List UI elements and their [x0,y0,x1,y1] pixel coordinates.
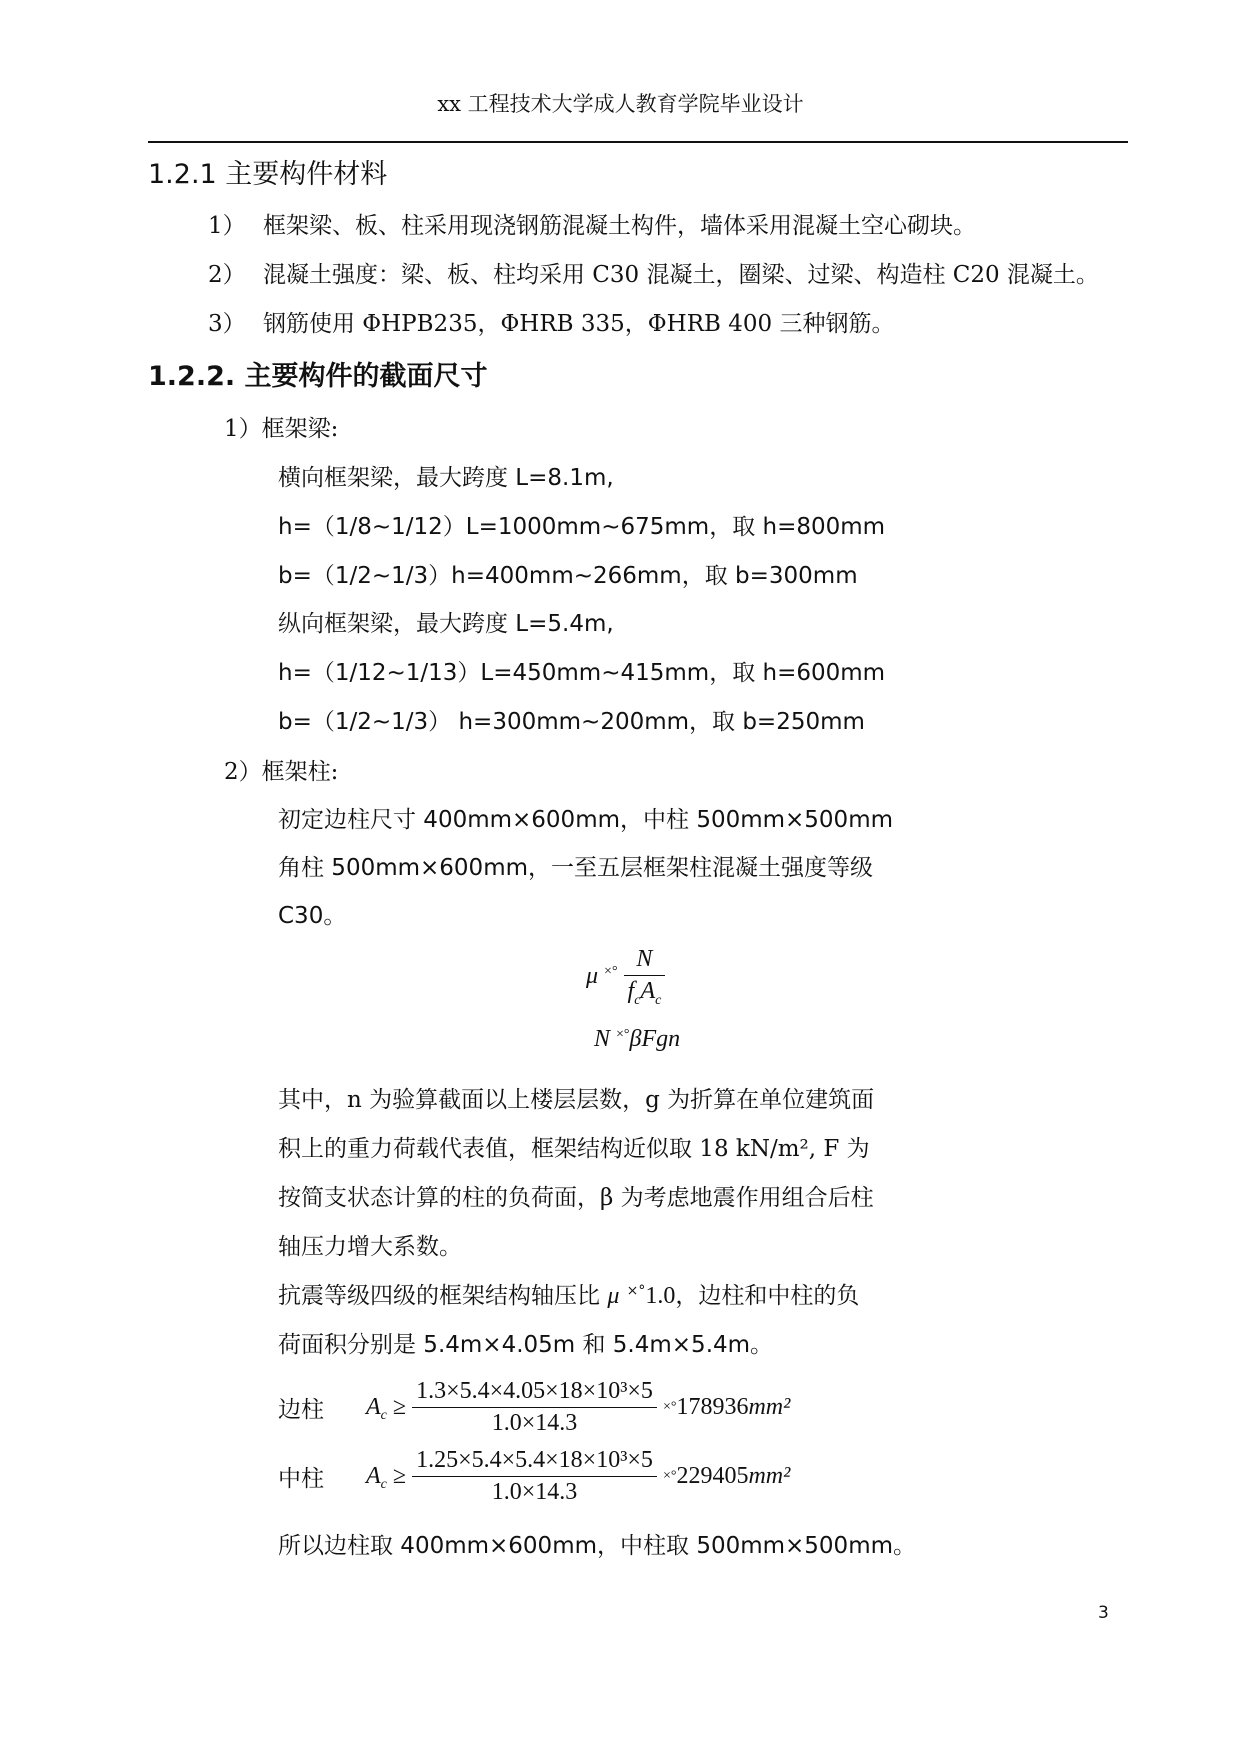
formula-denominator: $f_cA_c$ [627,978,662,1008]
formula-fraction [624,946,666,1009]
section-heading-122: 1.2.2. 主要构件的截面尺寸 [148,361,488,392]
edge-denominator: 1.0×14.3 [491,1410,578,1436]
column-line-2: 角柱 500mm×600mm，一至五层框架柱混凝土强度等级 [278,855,874,881]
page-header: xx 工程技术大学成人教育学院毕业设计 [437,92,804,116]
material-item-1 [208,207,976,240]
item-text: 钢筋使用 ΦHPB235，ΦHRB 335，ΦHRB 400 三种钢筋。 [262,311,895,337]
item-text: 框架梁、板、柱采用现浇钢筋混凝土构件，墙体采用混凝土空心砌块。 [262,213,976,239]
load-area-line: 荷面积分别是 5.4m×4.05m 和 5.4m×5.4m。 [278,1332,774,1358]
conclusion-line: 所以边柱取 400mm×600mm，中柱取 500mm×500mm。 [278,1533,917,1559]
section-heading-121: 1.2.1 主要构件材料 [148,159,388,190]
middle-unit: mm² [748,1463,791,1489]
formula-axial-ratio [586,946,665,1009]
explain-line-1: 其中，n 为验算截面以上楼层层数，g 为折算在单位建筑面 [278,1087,875,1113]
page-number: 3 [1098,1603,1109,1623]
beam-line-5: h=（1/12~1/13）L=450mm~415mm，取 h=600mm [278,660,886,686]
beam-line-4: 纵向框架梁，最大跨度 L=5.4m, [278,611,614,637]
beam-line-1: 横向框架梁，最大跨度 L=8.1m, [278,465,614,491]
formula-numerator: N [624,946,666,976]
beam-line-6: b=（1/2~1/3） h=300mm~200mm，取 b=250mm [278,709,865,735]
formula-axial-force [594,1026,680,1053]
material-item-2 [208,256,1099,289]
edge-result: 178936 [676,1394,749,1420]
formula-lhs: N [594,1026,611,1052]
beam-subtitle: 1）框架梁: [224,416,339,442]
edge-unit: mm² [748,1394,791,1420]
middle-column-fraction [412,1447,657,1506]
item-text: 混凝土强度：梁、板、柱均采用 C30 混凝土，圈梁、过梁、构造柱 C20 混凝土。 [262,262,1099,288]
explain-line-3: 按简支状态计算的柱的负荷面，β 为考虑地震作用组合后柱 [278,1185,874,1211]
material-item-3 [208,305,894,338]
explain-line-4: 轴压力增大系数。 [278,1234,462,1260]
formula-symbol: ×° [616,1027,630,1042]
item-number: 1） [208,213,246,239]
middle-denominator: 1.0×14.3 [491,1479,578,1505]
middle-column-formula: 中柱 $A_c$ ≥ $\frac{\text{1.25×5.4×5.4×18×10³×5}}{1.0\times 14.3}$ ×°229405mm² [278,1447,791,1505]
middle-numerator: 1.25×5.4×5.4×18×10³×5 [412,1447,657,1477]
mu-symbol: μ [607,1283,620,1309]
axial-ratio-line: 抗震等级四级的框架结构轴压比 μ ×°1.0，边柱和中柱的负 [278,1283,860,1309]
middle-column-label: 中柱 [278,1466,324,1492]
beam-line-2: h=（1/8~1/12）L=1000mm~675mm，取 h=800mm [278,514,886,540]
formula-symbol: ×° [604,963,618,979]
column-line-3: C30。 [278,903,347,929]
edge-numerator: 1.3×5.4×4.05×18×10³×5 [412,1378,657,1408]
edge-column-formula: 边柱 $A_c$ ≥ $\frac{\text{1.3×5.4×4.05×18×10³×5}}{1.0\times 14.3}$ ×°178936mm² [278,1378,791,1436]
item-number: 3） [208,311,246,337]
formula-lhs: μ [586,962,599,989]
column-line-1: 初定边柱尺寸 400mm×600mm，中柱 500mm×500mm [278,807,894,833]
column-subtitle: 2）框架柱: [224,759,339,785]
formula-rhs: βFgn [629,1026,681,1052]
explain-line-2: 积上的重力荷载代表值，框架结构近似取 18 kN/m², F 为 [278,1136,870,1162]
beam-line-3: b=（1/2~1/3）h=400mm~266mm，取 b=300mm [278,563,858,589]
ratio-value: 1.0 [645,1283,676,1309]
edge-column-label: 边柱 [278,1397,324,1423]
edge-column-fraction [412,1378,657,1437]
middle-result: 229405 [676,1463,749,1489]
header-rule [148,141,1128,143]
item-number: 2） [208,262,246,288]
